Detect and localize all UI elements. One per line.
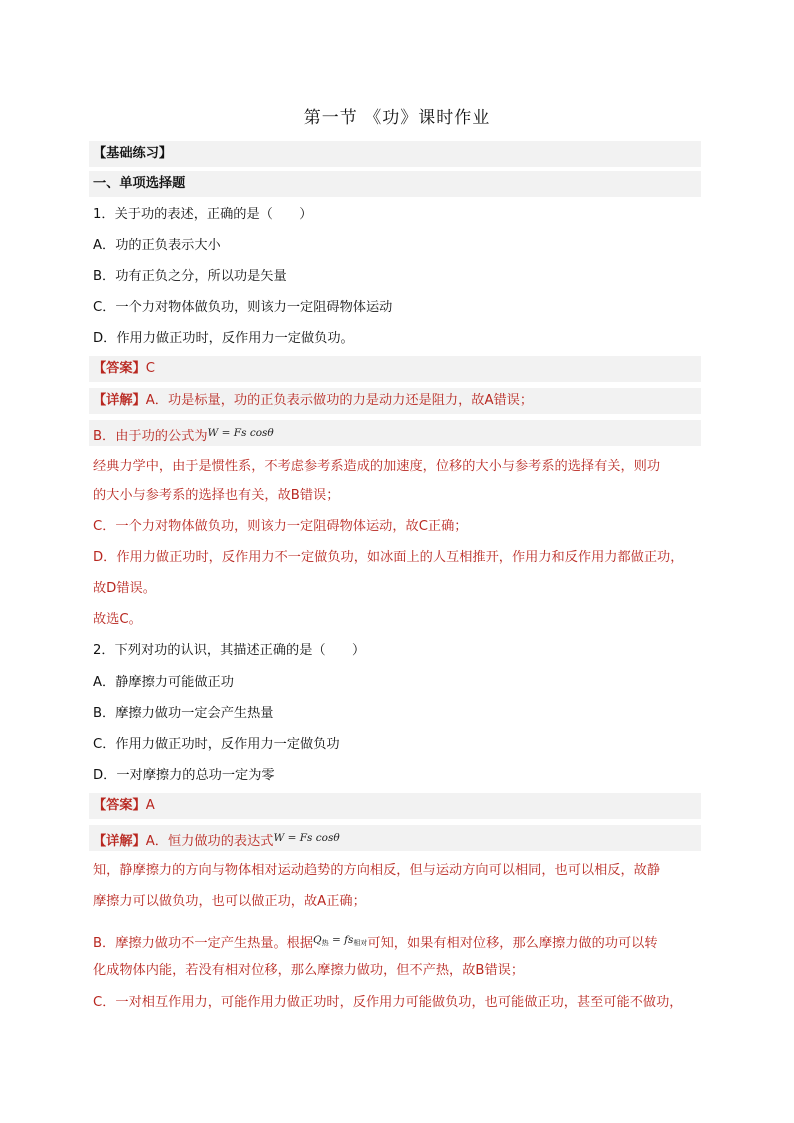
detail-label: 【详解】 xyxy=(93,393,146,408)
q1-answer xyxy=(89,356,701,382)
q1-detail-a: 【详解】A．功是标量，功的正负表示做功的力是动力还是阻力，故A错误； xyxy=(89,388,701,414)
q1-option-b: B．功有正负之分，所以功是矢量 xyxy=(93,269,287,284)
formula-work: W = Fs cosθ xyxy=(207,427,274,439)
q2-option-d: D．一对摩擦力的总功一定为零 xyxy=(93,768,275,783)
q1-detail-line: D．作用力做正功时，反作用力不一定做负功，如冰面上的人互相推开，作用力和反作用力都做正功， xyxy=(93,550,684,565)
q2-detail-a: 【详解】A．恒力做功的表达式$^{W = Fs cos\theta}$ xyxy=(89,825,701,851)
q1-detail-b: B．由于功的公式为$^{W = Fs cos\theta}$ xyxy=(89,420,701,446)
section-heading: 【基础练习】 xyxy=(89,141,701,167)
page-title: 第一节 《功》课时作业 xyxy=(303,108,491,128)
q1-detail-line: C．一个力对物体做负功，则该力一定阻碍物体运动，故C正确； xyxy=(93,519,468,534)
q1-option-a: A．功的正负表示大小 xyxy=(93,238,221,253)
question-1-stem: 1．关于功的表述，正确的是（ ） xyxy=(93,207,313,222)
q2-option-a: A．静摩擦力可能做正功 xyxy=(93,675,234,690)
q2-detail-line: C．一对相互作用力，可能作用力做正功时，反作用力可能做负功，也可能做正功，甚至可能不做功， xyxy=(93,995,683,1010)
question-2-stem: 2．下列对功的认识，其描述正确的是（ ） xyxy=(93,643,366,658)
q1-option-c: C．一个力对物体做负功，则该力一定阻碍物体运动 xyxy=(93,300,393,315)
answer-value: A xyxy=(145,798,155,813)
answer-value: C xyxy=(145,361,155,376)
q2-option-b: B．摩擦力做功一定会产生热量 xyxy=(93,706,274,721)
q1-option-d: D．作用力做正功时，反作用力一定做负功。 xyxy=(93,331,354,346)
q2-answer xyxy=(89,793,701,819)
formula-heat: Q热 = fs相对 xyxy=(313,934,368,947)
answer-label: 【答案】 xyxy=(93,798,146,813)
q2-detail-line: 知，静摩擦力的方向与物体相对运动趋势的方向相反，但与运动方向可以相同，也可以相反，故静 xyxy=(93,863,661,878)
subsection-heading: 一、单项选择题 xyxy=(89,171,701,197)
q2-detail-line: 摩擦力可以做负功，也可以做正功，故A正确； xyxy=(93,894,366,909)
q1-conclusion: 故选C。 xyxy=(93,612,142,627)
q1-detail-line: 的大小与参考系的选择也有关，故B错误； xyxy=(93,488,340,503)
answer-label: 【答案】 xyxy=(93,361,146,376)
q2-detail-line: 化成物体内能，若没有相对位移，那么摩擦力做功，但不产热，故B错误； xyxy=(93,963,525,978)
detail-label: 【详解】 xyxy=(93,834,146,849)
q1-detail-line: 经典力学中，由于是惯性系，不考虑参考系造成的加速度，位移的大小与参考系的选择有关，则功 xyxy=(93,459,661,474)
q2-detail-b: B．摩擦力做功不一定产生热量。根据$^{Q_热 = fs_{相对}}$可知，如果有相对位移，那么摩擦力做的功可以转 xyxy=(93,934,658,951)
formula-work: W = Fs cosθ xyxy=(273,832,340,844)
q2-option-c: C．作用力做正功时，反作用力一定做负功 xyxy=(93,737,340,752)
q1-detail-line: 故D错误。 xyxy=(93,581,156,596)
